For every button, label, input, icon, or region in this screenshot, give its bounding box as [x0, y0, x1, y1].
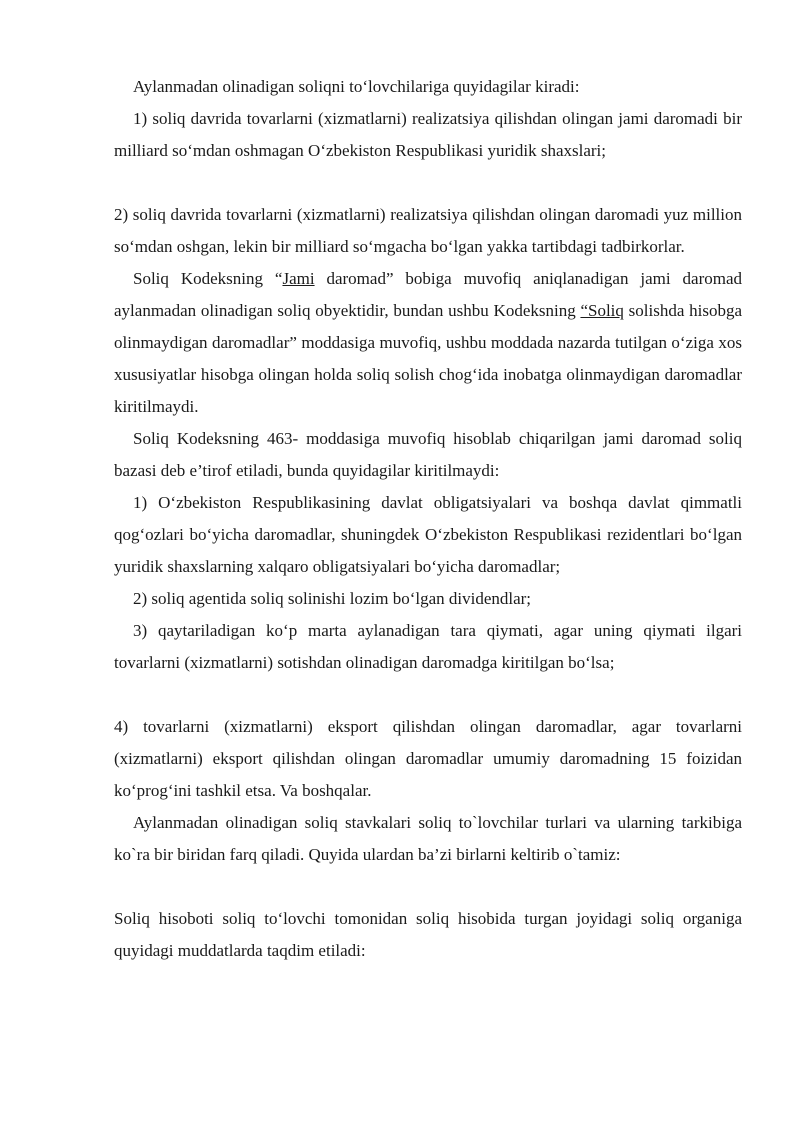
paragraph-intro: Aylanmadan olinadigan soliqni to‘lovchilariga quyidagilar kiradi:: [133, 77, 580, 96]
paragraph-tax-base: Soliq Kodeksning 463- moddasiga muvofiq hisoblab chiqarilgan jami daromad soliq bazasi deb e’tirof etiladi, bunda quyidagilar kiritilmaydi:: [114, 429, 742, 480]
list-item-exclusion-2: 2) soliq agentida soliq solinishi lozim bo‘lgan dividendlar;: [133, 589, 532, 608]
list-item-2: 2) soliq davrida tovarlarni (xizmatlarni) realizatsiya qilishdan olingan daromadi yuz million so‘mdan oshgan, lekin bir milliard so‘mgacha bo‘lgan yakka tartibdagi tadbirkorlar.: [114, 205, 742, 256]
list-item-exclusion-1: 1) O‘zbekiston Respublikasining davlat obligatsiyalari va boshqa davlat qimmatli qog‘ozlari bo‘yicha daromadlar, shuningdek O‘zbekiston Respublikasi rezidentlari bo‘lgan yuridik shaxslarning xalqaro obligatsiyalari bo‘yicha daromadlar;: [114, 493, 742, 576]
list-item-exclusion-4: 4) tovarlarni (xizmatlarni) eksport qilishdan olingan daromadlar, agar tovarlarni (xizmatlarni) eksport qilishdan olingan daromadlar umumiy daromadning 15 foizidan ko‘prog‘ini tashkil etsa. Va boshqalar.: [114, 717, 742, 800]
text-segment: solishda hisobga olinmaydigan daromadlar” moddasiga muvofiq, ushbu moddada nazarda tutilgan o‘ziga xos xususiyatlar hisobga olingan holda soliq solish chog‘ida inobatga olinmaydigan daromadlar kiritilmaydi.: [114, 301, 743, 416]
link-soliq[interactable]: “Soliq: [580, 301, 624, 320]
text-segment: daromad” bobiga muvofiq aniqlanadigan jami daromad aylanmadan olinadigan soliq obyektidir, bundan ushbu Kodeksning: [114, 269, 743, 320]
list-item-1: 1) soliq davrida tovarlarni (xizmatlarni) realizatsiya qilishdan olingan jami daromadi bir milliard so‘mdan oshmagan O‘zbekiston Respublikasi yuridik shaxslari;: [114, 109, 742, 160]
list-item-exclusion-3: 3) qaytariladigan ko‘p marta aylanadigan tara qiymati, agar uning qiymati ilgari tovarlarni (xizmatlarni) sotishdan olinadigan daromadga kiritilgan bo‘lsa;: [114, 621, 742, 672]
paragraph-tax-object: [114, 263, 742, 423]
paragraph-tax-report: Soliq hisoboti soliq to‘lovchi tomonidan soliq hisobida turgan joyidagi soliq organiga quyidagi muddatlarda taqdim etiladi:: [114, 909, 742, 960]
paragraph-tax-rates: Aylanmadan olinadigan soliq stavkalari soliq to`lovchilar turlari va ularning tarkibiga ko`ra bir biridan farq qiladi. Quyida ulardan ba’zi birlarni keltirib o`tamiz:: [114, 813, 742, 864]
link-jami[interactable]: Jami: [282, 269, 315, 288]
text-segment: Soliq Kodeksning “: [133, 269, 283, 288]
